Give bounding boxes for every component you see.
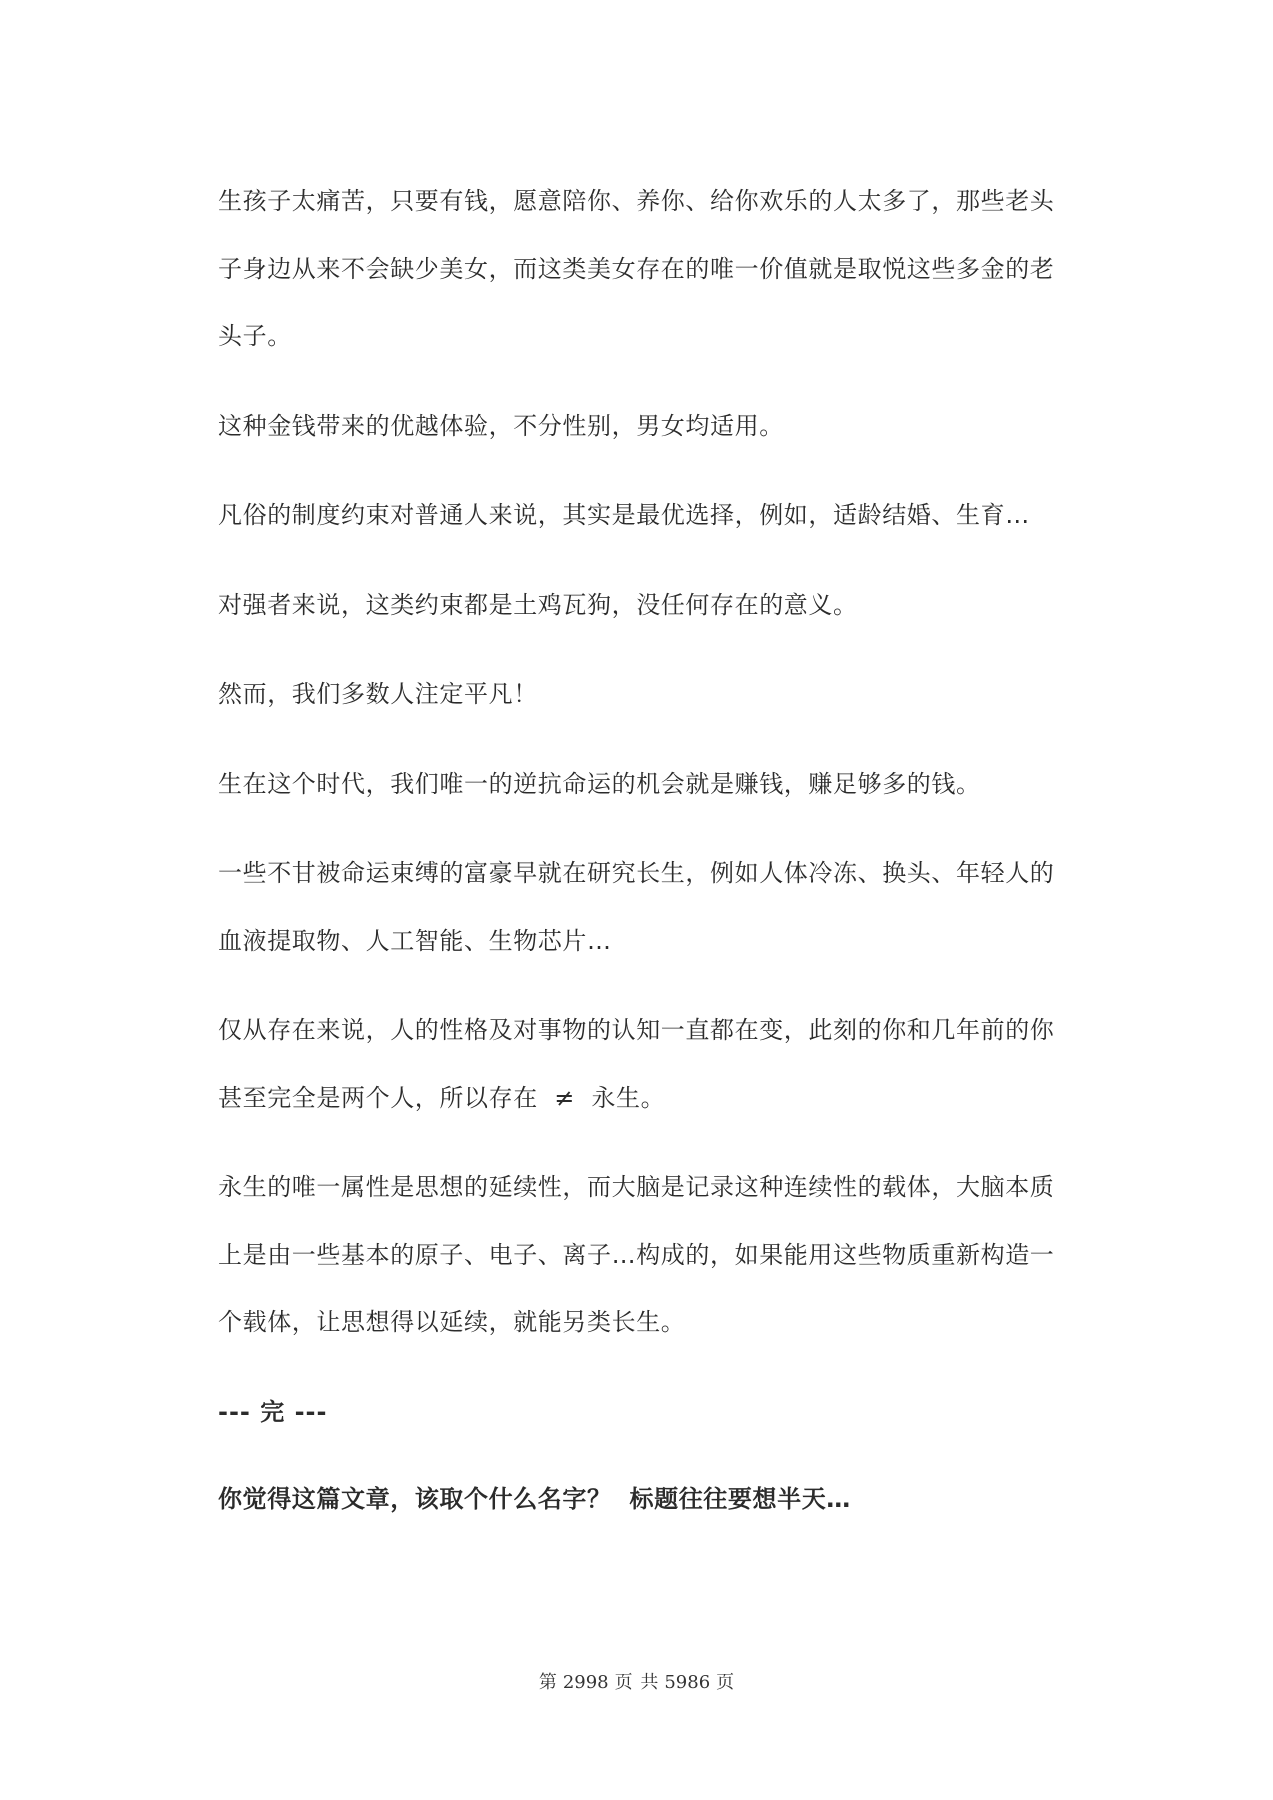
article-body [218,168,1063,1534]
paragraph-9: 永生的唯一属性是思想的延续性，而大脑是记录这种连续性的载体，大脑本质上是由一些基本的原子、电子、离子…构成的，如果能用这些物质重新构造一个载体，让思想得以延续，就能另类长生。 [218,1173,1055,1336]
paragraph-4: 对强者来说，这类约束都是土鸡瓦狗，没任何存在的意义。 [218,590,858,619]
closing-question: 你觉得这篇文章，该取个什么名字？ 标题往往要想半天… [218,1485,851,1513]
footer-middle: 页 共 [614,1672,659,1693]
paragraph-3: 凡俗的制度约束对普通人来说，其实是最优选择，例如，适龄结婚、生育… [218,501,1030,529]
paragraph-2: 这种金钱带来的优越体验，不分性别，男女均适用。 [218,411,784,440]
paragraph-8: 仅从存在来说，人的性格及对事物的认知一直都在变，此刻的你和几年前的你甚至完全是两个人，所以存在 ≠ 永生。 [218,1016,1055,1112]
footer-suffix: 页 [716,1672,735,1693]
current-page-number: 2998 [562,1672,609,1693]
paragraph-7: 一些不甘被命运束缚的富豪早就在研究长生，例如人体冷冻、换头、年轻人的血液提取物、人工智能、生物芯片… [218,859,1055,955]
paragraph-1: 生孩子太痛苦，只要有钱，愿意陪你、养你、给你欢乐的人太多了，那些老头子身边从来不会缺少美女，而这类美女存在的唯一价值就是取悦这些多金的老头子。 [218,187,1055,350]
footer-prefix: 第 [538,1672,557,1693]
page-footer [0,1668,1273,1694]
paragraph-6: 生在这个时代，我们唯一的逆抗命运的机会就是赚钱，赚足够多的钱。 [218,769,981,798]
end-mark: --- 完 --- [218,1397,328,1426]
paragraph-5: 然而，我们多数人注定平凡！ [218,680,538,708]
total-page-count: 5986 [664,1672,711,1693]
